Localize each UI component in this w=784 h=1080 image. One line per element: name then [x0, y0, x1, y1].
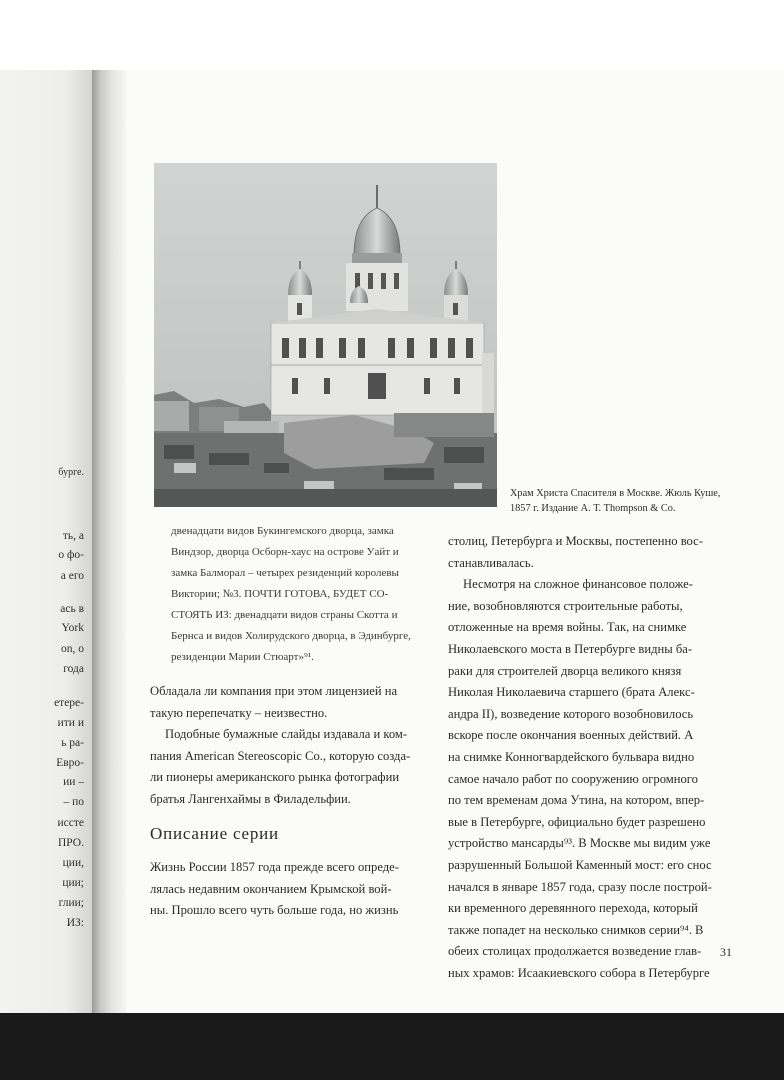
quote-block	[171, 521, 441, 668]
quote-line: Виндзор, дворца Осборн-хаус на острове Уайт и	[171, 546, 399, 558]
previous-page	[0, 70, 92, 1013]
previous-page-fragment: иссте	[57, 817, 84, 829]
text-line: по тем временам дома Утина, на котором, впер-	[448, 793, 705, 808]
previous-page-fragment: on, о	[61, 643, 84, 655]
text-line: вые в Петербурге, официально будет разрешено	[448, 814, 706, 829]
quote-line: Бернса и видов Холирудского дворца, в Эдинбурге,	[171, 630, 411, 642]
text-line: Обладала ли компания при этом лицензией на	[150, 684, 398, 698]
quote-line: СТОЯТЬ ИЗ: двенадцати видов страны Скотта и	[171, 609, 398, 621]
text-line: начался в январе 1857 года, сразу после построй-	[448, 879, 712, 894]
previous-page-fragment: ити и	[57, 717, 84, 729]
previous-page-fragment: ась в	[60, 603, 84, 615]
text-line: братья Лангенхаймы в Филадельфии.	[150, 791, 351, 806]
text-line: Несмотря на сложное финансовое положе-	[463, 577, 693, 592]
previous-page-fragment: етере-	[54, 697, 84, 709]
text-line: ли пионеры американского рынка фотографии	[150, 770, 400, 785]
text-line: Николая Николаевича старшего (брата Алекс-	[448, 685, 695, 700]
text-line: отложенные на время войны. Так, на снимке	[448, 620, 687, 635]
text-line: такую перепечатку – неизвестно.	[150, 705, 328, 720]
section-heading: Описание серии	[150, 824, 279, 843]
cathedral-photo	[154, 163, 497, 507]
text-line: станавливалась.	[448, 555, 534, 570]
top-background	[0, 0, 784, 70]
text-line: ние, возобновляются строительные работы,	[448, 598, 683, 613]
photo-caption	[510, 487, 750, 516]
text-line: также попадет на несколько снимков серии⁹⁴. В	[448, 922, 704, 937]
previous-page-fragment: ть, а	[62, 530, 84, 542]
caption-line: Храм Христа Спасителя в Москве. Жюль Куше,	[510, 488, 721, 499]
page-number: 31	[720, 945, 732, 959]
previous-page-fragment: ии –	[63, 776, 84, 788]
text-line: Подобные бумажные слайды издавала и ком-	[165, 727, 408, 742]
previous-page-fragment: Евро-	[56, 757, 84, 769]
text-line: лялась недавним окончанием Крымской вой-	[150, 881, 392, 896]
bottom-background	[0, 1013, 784, 1080]
text-line: пания American Stereoscopic Co., которую созда-	[150, 748, 411, 763]
text-line: вскоре после окончания военных действий. А	[448, 728, 694, 743]
quote-line: двенадцати видов Букингемского дворца, замка	[171, 525, 394, 537]
previous-page-fragment: ции;	[62, 877, 84, 889]
left-column-section-text	[150, 857, 435, 922]
text-line: ны. Прошло всего чуть больше года, но жизнь	[150, 903, 399, 918]
previous-page-fragment: года	[63, 663, 84, 675]
left-column-paragraphs	[150, 681, 435, 811]
text-line: устройство мансарды⁹³. В Москве мы видим уже	[448, 836, 711, 851]
caption-line: 1857 г. Издание А. Т. Thompson & Co.	[510, 502, 676, 514]
previous-page-fragment: ПРО.	[57, 837, 84, 849]
previous-page-fragment: York	[61, 622, 84, 634]
previous-page-fragment: – по	[63, 796, 84, 808]
text-line: Николаевского моста в Петербурге видны ба-	[448, 641, 693, 656]
previous-page-fragment: ь ра-	[61, 737, 84, 749]
cathedral-illustration	[154, 163, 497, 507]
previous-page-fragment: ции,	[62, 857, 84, 869]
previous-page-fragment: ИЗ:	[66, 917, 84, 929]
text-line: обеих столицах продолжается возведение глав-	[448, 944, 702, 959]
text-line: Жизнь России 1857 года прежде всего опреде-	[150, 860, 399, 874]
text-line: андра II), возведение которого возобновилось	[448, 706, 694, 721]
previous-page-fragment: бурге.	[58, 467, 84, 478]
quote-line: замка Балморал – четырех резиденций королевы	[171, 567, 399, 579]
text-line: на снимке Конногвардейского бульвара видно	[448, 749, 695, 764]
quote-line: Виктории; №3. ПОЧТИ ГОТОВА, БУДЕТ СО-	[171, 588, 389, 600]
previous-page-fragment: а его	[60, 570, 84, 582]
book-spine	[92, 70, 126, 1013]
quote-line: резиденции Марии Стюарт»⁹¹.	[171, 651, 314, 663]
text-line: раки для строителей дворца великого князя	[448, 663, 682, 678]
previous-page-fragment: о фо-	[58, 549, 84, 561]
right-column-text	[448, 531, 740, 984]
text-line: разрушенный Большой Каменный мост: его снос	[448, 857, 712, 872]
text-line: самое начало работ по сооружению огромного	[448, 771, 698, 786]
previous-page-fragment: глии;	[58, 897, 84, 909]
text-line: столиц, Петербурга и Москвы, постепенно вос-	[448, 534, 703, 548]
text-line: ки временного деревянного перехода, который	[448, 901, 698, 916]
text-line: ных храмов: Исаакиевского собора в Петербурге	[448, 965, 710, 980]
